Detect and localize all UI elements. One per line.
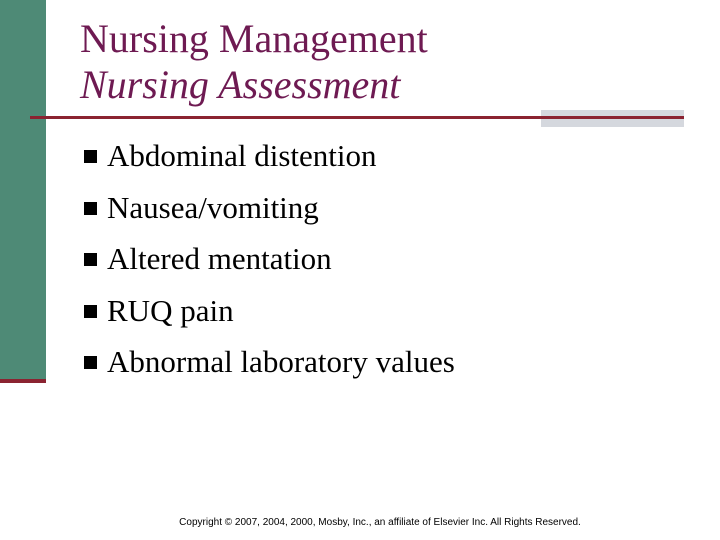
bullet-text: Nausea/vomiting <box>107 189 319 225</box>
square-bullet-icon <box>84 356 97 369</box>
bullet-text: Abdominal distention <box>107 138 377 173</box>
title-line-1: Nursing Management <box>80 16 428 61</box>
bullet-item <box>84 130 455 182</box>
square-bullet-icon <box>84 305 97 318</box>
square-bullet-icon <box>84 253 97 266</box>
bullet-text: RUQ pain <box>107 292 234 328</box>
bullet-item <box>84 336 455 388</box>
bullet-item <box>84 285 455 337</box>
bullet-text: Abnormal laboratory values <box>107 344 455 380</box>
square-bullet-icon <box>84 150 97 163</box>
decorative-side-bar <box>0 0 46 383</box>
bullet-item <box>84 233 455 285</box>
copyright-footer: Copyright © 2007, 2004, 2000, Mosby, Inc., an affiliate of Elsevier Inc. All Rights Reserved. <box>179 517 581 528</box>
bullet-list <box>84 130 455 388</box>
bullet-text: Altered mentation <box>107 241 332 277</box>
slide-title <box>80 16 700 108</box>
title-rule <box>30 116 684 119</box>
bullet-item <box>84 182 455 234</box>
square-bullet-icon <box>84 202 97 215</box>
title-line-2: Nursing Assessment <box>80 62 401 107</box>
